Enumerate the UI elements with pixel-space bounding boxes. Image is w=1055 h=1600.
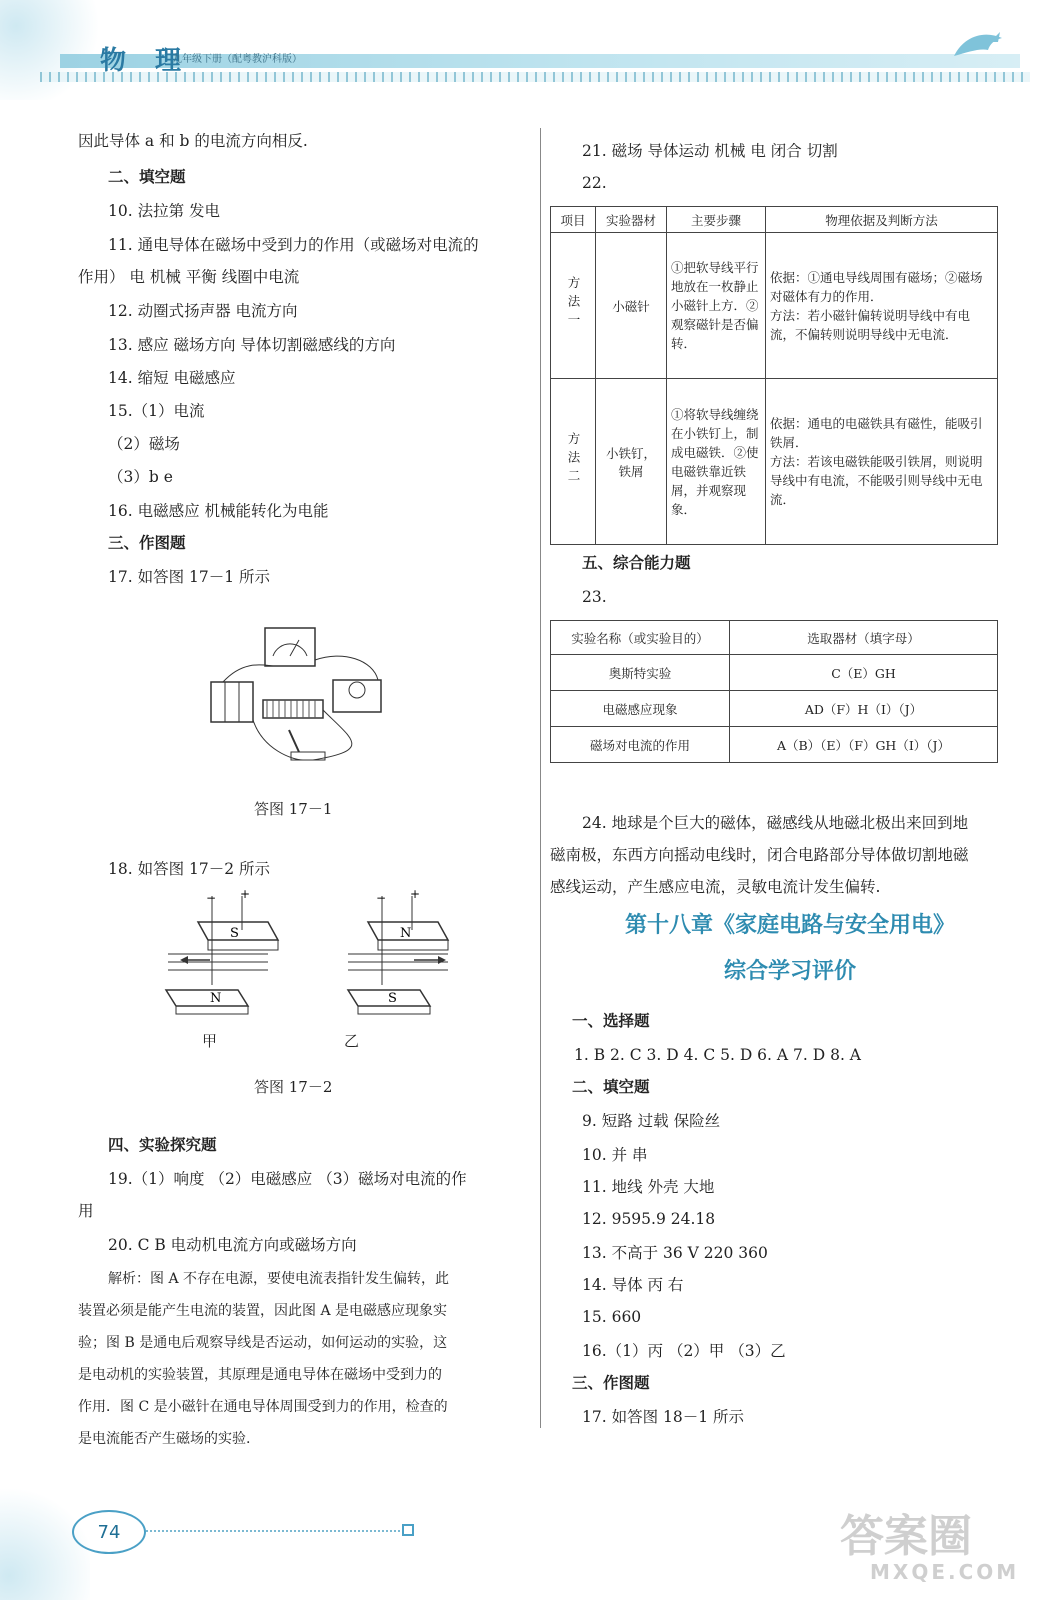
subject-title: 物 理	[100, 46, 192, 76]
svg-text:+: +	[410, 890, 421, 901]
answer-12: 12. 动圈式扬声器 电流方向	[108, 302, 298, 320]
answer-24: 24. 地球是个巨大的磁体，磁感线从地磁北极出来回到地	[582, 814, 969, 832]
page-number: 74	[72, 1510, 146, 1554]
answer-17b: 17. 如答图 18－1 所示	[582, 1408, 745, 1426]
watermark-logo: 答案圈	[840, 1511, 972, 1562]
table-header: 物理依据及判断方法	[766, 207, 998, 233]
table-cell: A（B）（E）（F）GH（I）（J）	[730, 727, 998, 763]
table-cell: 电磁感应现象	[551, 691, 730, 727]
answer-19-cont: 用	[78, 1202, 94, 1220]
answer-15-2: （2）磁场	[108, 435, 180, 453]
figure-17-2-magnets	[158, 890, 498, 1030]
figure-17-1-circuit	[203, 620, 403, 770]
answer-10: 10. 法拉第 发电	[108, 202, 221, 220]
svg-text:N: N	[400, 926, 412, 941]
table-header: 实验名称（或实验目的）	[551, 621, 730, 655]
answer-13b: 13. 不高于 36 V 220 360	[582, 1244, 768, 1262]
figure-17-1-caption: 答图 17－1	[254, 800, 333, 818]
section-drawing-2: 三、作图题	[572, 1373, 650, 1392]
table-header: 实验器材	[596, 207, 667, 233]
answer-11: 11. 通电导体在磁场中受到力的作用（或磁场对电流的	[108, 236, 479, 254]
figure-label-yi: 乙	[344, 1032, 360, 1050]
section-comprehensive: 五、综合能力题	[582, 553, 691, 572]
svg-text:−: −	[376, 891, 387, 905]
answer-24-cont: 磁南极，东西方向摇动电线时，闭合电路部分导体做切割地磁	[550, 846, 969, 864]
answer-19: 19.（1）响度 （2）电磁感应 （3）磁场对电流的作	[108, 1170, 467, 1188]
table-cell: AD（F）H（I）（J）	[730, 691, 998, 727]
table-cell: 依据：通电的电磁铁具有磁性，能吸引铁屑． 方法：若该电磁铁能吸引铁屑，则说明导线中有电流，不能吸引则导线中无电流．	[766, 379, 998, 545]
answer-16: 16. 电磁感应 机械能转化为电能	[108, 502, 329, 520]
answer-14: 14. 缩短 电磁感应	[108, 369, 236, 387]
table-cell: ①把软导线平行地放在一枚静止小磁针上方．②观察磁针是否偏转．	[667, 233, 766, 379]
explanation-line: 作用．图 C 是小磁针在通电导体周围受到力的作用，检查的	[78, 1399, 448, 1415]
answer-22: 22.	[582, 174, 607, 192]
answer-17: 17. 如答图 17－1 所示	[108, 568, 271, 586]
table-cell: 依据：①通电导线周围有磁场；②磁场对磁体有力的作用． 方法：若小磁针偏转说明导线中有电流，不偏转则说明导线中无电流．	[766, 233, 998, 379]
explanation-line: 是电流能否产生磁场的实验.	[78, 1431, 251, 1447]
dolphin-icon	[950, 28, 1010, 64]
column-divider	[540, 128, 541, 1428]
answer-16b: 16.（1）丙 （2）甲 （3）乙	[582, 1342, 786, 1360]
table-cell: 方法二	[566, 432, 581, 488]
intro-text: 因此导体 a 和 b 的电流方向相反.	[78, 132, 308, 150]
table-cell: 磁场对电流的作用	[551, 727, 730, 763]
answer-15-1: 15.（1）电流	[108, 402, 205, 420]
answers-multiple-choice: 1. B 2. C 3. D 4. C 5. D 6. A 7. D 8. A	[574, 1046, 861, 1064]
section-fill-blank-2: 二、填空题	[572, 1077, 650, 1096]
table-cell: 小磁针	[596, 233, 667, 379]
explanation-line: 验；图 B 是通电后观察导线是否运动，如何运动的实验，这	[78, 1335, 448, 1351]
page-header	[0, 0, 1055, 100]
table-header: 主要步骤	[667, 207, 766, 233]
table-cell: 方法一	[566, 276, 581, 332]
watermark-url: MXQE.COM	[870, 1560, 1020, 1584]
table-23	[550, 620, 998, 763]
table-cell: ①将软导线缠绕在小铁钉上，制成电磁铁．②使电磁铁靠近铁屑，并观察现象．	[667, 379, 766, 545]
svg-text:N: N	[210, 991, 222, 1006]
section-drawing: 三、作图题	[108, 533, 186, 552]
explanation-line: 装置必须是能产生电流的装置，因此图 A 是电磁感应现象实	[78, 1303, 448, 1319]
answer-11-cont: 作用） 电 机械 平衡 线圈中电流	[78, 268, 300, 286]
answer-15-3: （3）b e	[108, 468, 173, 486]
answer-13: 13. 感应 磁场方向 导体切割磁感线的方向	[108, 336, 396, 354]
chapter-title-line1: 第十八章《家庭电路与安全用电》	[624, 912, 955, 938]
answer-9: 9. 短路 过载 保险丝	[582, 1112, 721, 1130]
explanation-line: 解析：图 A 不存在电源，要使电流表指针发生偏转，此	[108, 1271, 450, 1287]
answer-15b: 15. 660	[582, 1308, 642, 1326]
table-cell: C（E）GH	[730, 655, 998, 691]
answer-23: 23.	[582, 588, 607, 606]
figure-17-2-caption: 答图 17－2	[254, 1078, 333, 1096]
chapter-title-line2: 综合学习评价	[723, 958, 856, 984]
book-subtitle: 九年级下册（配粤教沪科版）	[172, 54, 302, 65]
svg-text:−: −	[206, 891, 217, 905]
answer-24-cont: 感线运动，产生感应电流，灵敏电流计发生偏转.	[550, 878, 881, 896]
answer-10b: 10. 并 串	[582, 1146, 648, 1164]
answer-21: 21. 磁场 导体运动 机械 电 闭合 切割	[582, 142, 838, 160]
answer-14b: 14. 导体 丙 右	[582, 1276, 684, 1294]
answer-11b: 11. 地线 外壳 大地	[582, 1178, 715, 1196]
figure-label-jia: 甲	[202, 1032, 218, 1050]
svg-text:S: S	[388, 991, 397, 1006]
table-cell: 小铁钉，铁屑	[596, 379, 667, 545]
table-header: 选取器材（填字母）	[730, 621, 998, 655]
chapter-title	[590, 902, 990, 994]
table-cell: 奥斯特实验	[551, 655, 730, 691]
answer-20: 20. C B 电动机电流方向或磁场方向	[108, 1236, 357, 1254]
svg-text:S: S	[230, 926, 239, 941]
answer-12b: 12. 9595.9 24.18	[582, 1210, 716, 1228]
section-experiment: 四、实验探究题	[108, 1135, 217, 1154]
section-choice: 一、选择题	[572, 1011, 650, 1030]
svg-text:+: +	[240, 890, 251, 901]
explanation-line: 是电动机的实验装置，其原理是通电导体在磁场中受到力的	[78, 1367, 442, 1383]
table-22	[550, 206, 998, 545]
answer-18: 18. 如答图 17－2 所示	[108, 860, 271, 878]
table-header: 项目	[551, 207, 596, 233]
section-fill-blank: 二、填空题	[108, 167, 186, 186]
